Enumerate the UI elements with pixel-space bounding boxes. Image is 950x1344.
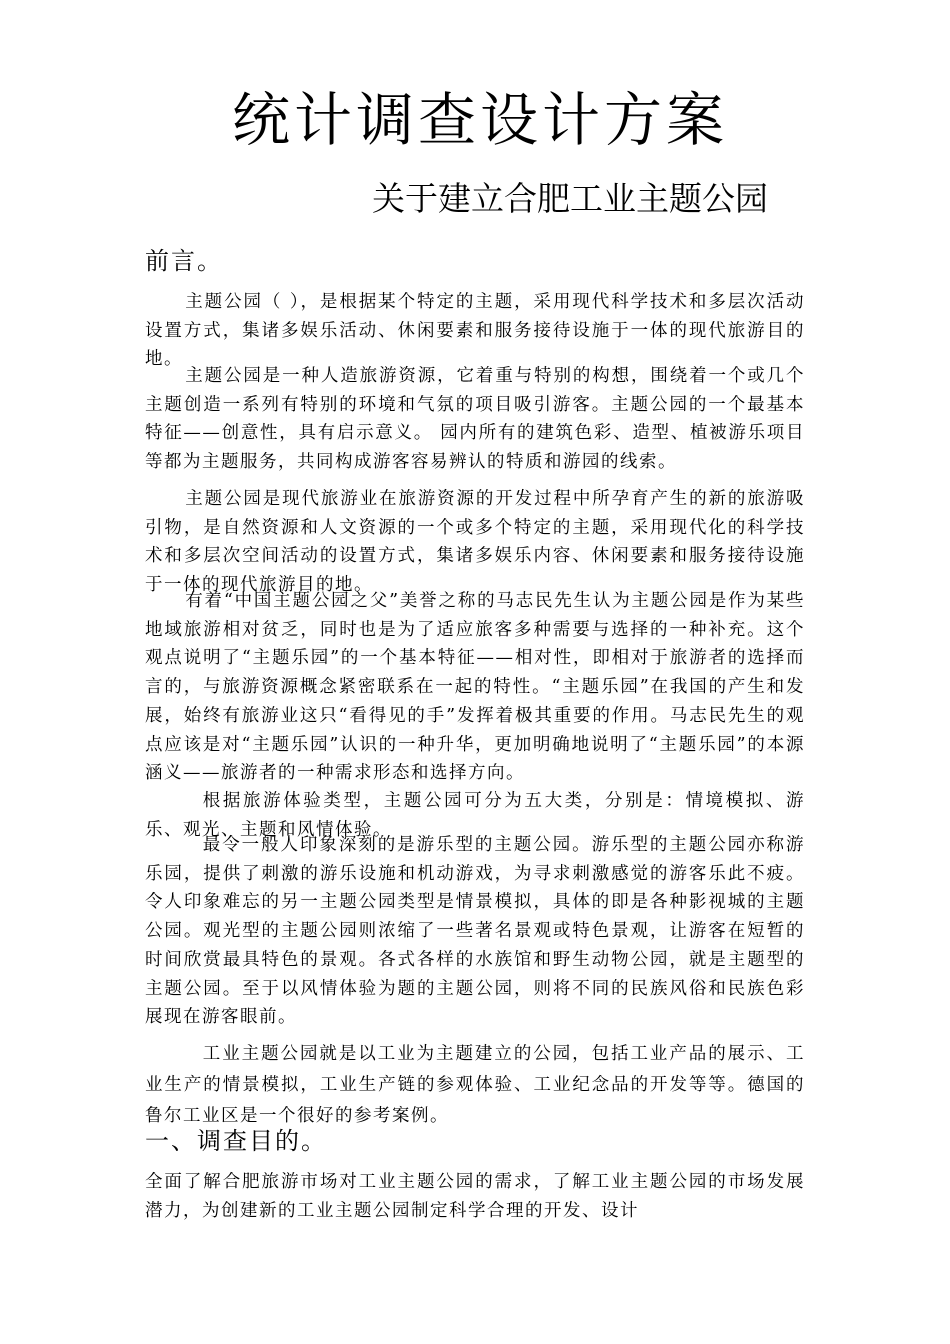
paragraph-3: 主题公园是现代旅游业在旅游资源的开发过程中所孕育产生的新的旅游吸引物，是自然资源和人文资源的一个或多个特定的主题，采用现代化的科学技术和多层次空间活动的设置方式，集诸多娱乐内容、休闲要素和服务接待设施于一体的现代旅游目的地。 xyxy=(145,489,805,596)
section-1-heading: 一、调查目的。 xyxy=(145,1127,327,1155)
paragraph-7: 工业主题公园就是以工业为主题建立的公园，包括工业产品的展示、工业生产的情景模拟，工业生产链的参观体验、工业纪念品的开发等等。德国的鲁尔工业区是一个很好的参考案例。 xyxy=(145,1044,805,1126)
section-1-text: 全面了解合肥旅游市场对工业主题公园的需求，了解工业主题公园的市场发展潜力，为创建新的工业主题公园制定科学合理的开发、设计 xyxy=(145,1172,805,1221)
preface-heading: 前言。 xyxy=(145,247,223,275)
paragraph-1: 主题公园（ ），是根据某个特定的主题，采用现代科学技术和多层次活动设置方式，集诸多娱乐活动、休闲要素和服务接待设施于一体的现代旅游目的地。 xyxy=(145,292,805,370)
document-title: 统计调查设计方案 xyxy=(231,86,728,154)
paragraph-5: 根据旅游体验类型，主题公园可分为五大类，分别是：情境模拟、游乐、观光、主题和风情体验。 xyxy=(145,791,805,840)
paragraph-2: 主题公园是一种人造旅游资源，它着重与特别的构想，围绕着一个或几个主题创造一系列有特别的环境和气氛的项目吸引游客。主题公园的一个最基本特征——创意性，具有启示意义。 园内所有的建筑色彩、造型、植被游乐项目等都为主题服务，共同构成游客容易辨认的特质和游园的线索。 xyxy=(145,366,805,473)
paragraph-6: 最令一般人印象深刻的是游乐型的主题公园。游乐型的主题公园亦称游乐园，提供了刺激的游乐设施和机动游戏，为寻求刺激感觉的游客乐此不疲。令人印象难忘的另一主题公园类型是情景模拟，具体的即是各种影视城的主题公园。观光型的主题公园则浓缩了一些著名景观或特色景观，让游客在短暂的时间欣赏最具特色的景观。各式各样的水族馆和野生动物公园，就是主题型的主题公园。至于以风情体验为题的主题公园，则将不同的民族风俗和民族色彩展现在游客眼前。 xyxy=(145,835,805,1028)
document-subtitle: 关于建立合肥工业主题公园 xyxy=(372,179,768,218)
paragraph-4: 有着“中国主题公园之父”美誉之称的马志民先生认为主题公园是作为某些地域旅游相对贫乏，同时也是为了适应旅客多种需要与选择的一种补充。这个观点说明了“主题乐园”的一个基本特征——相对性，即相对于旅游者的选择而言的，与旅游资源概念紧密联系在一起的特性。“主题乐园”在我国的产生和发展，始终有旅游业这只“看得见的手”发挥着极其重要的作用。马志民先生的观点应该是对“主题乐园”认识的一种升华，更加明确地说明了“主题乐园”的本源涵义——旅游者的一种需求形态和选择方向。 xyxy=(145,591,805,784)
